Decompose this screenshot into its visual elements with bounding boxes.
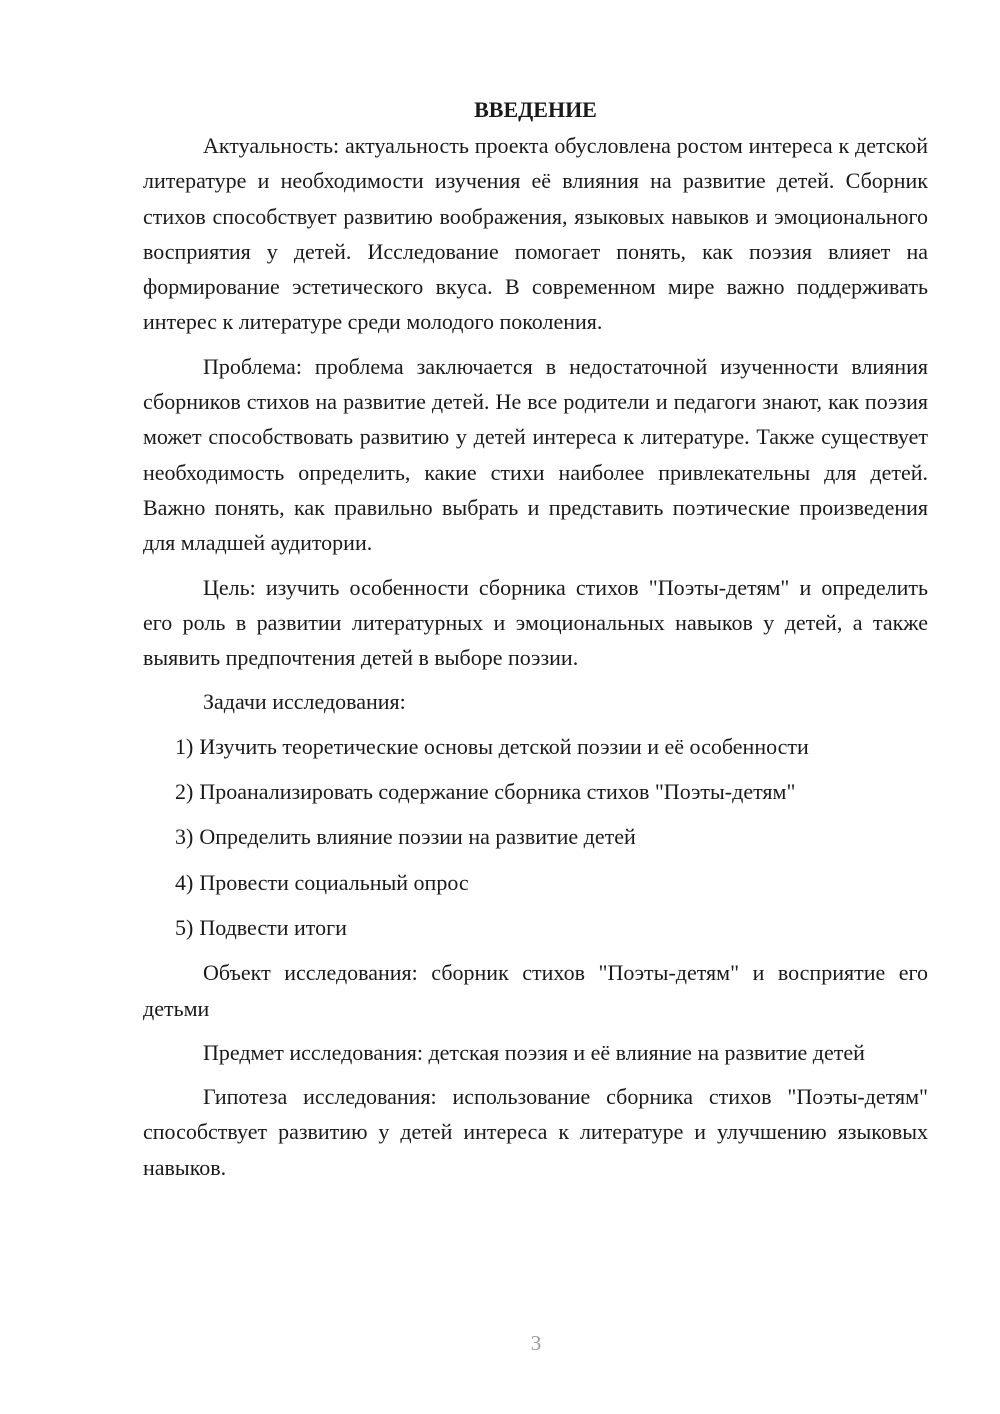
list-item-number: 4) [175,869,194,895]
list-item-number: 5) [175,914,194,940]
paragraph-goal: Цель: изучить особенности сборника стихов "Поэты-детям" и определить его роль в развитии литературных и эмоциональных навыков у детей, а также выявить предпочтения детей в выборе поэзии. [143,574,928,671]
list-item-text: Провести социальный опрос [199,869,469,895]
list-item [143,865,928,900]
list-item [143,774,928,809]
list-item [143,819,928,854]
list-item-number: 3) [175,824,194,850]
list-item-number: 2) [175,779,194,805]
list-item-text: Определить влияние поэзии на развитие детей [199,824,636,850]
list-item-text: Проанализировать содержание сборника стихов "Поэты-детям" [199,779,796,805]
section-heading: ВВЕДЕНИЕ [474,97,597,122]
list-item-number: 1) [175,733,194,759]
list-item-text: Изучить теоретические основы детской поэзии и её особенности [199,733,809,759]
paragraph-problem: Проблема: проблема заключается в недостаточной изученности влияния сборников стихов на развитие детей. Не все родители и педагоги знают, как поэзия может способствовать развитию у детей интереса к литературе. Также существует необходимость определить, какие стихи наиболее привлекательны для детей. Важно понять, как правильно выбрать и представить поэтические произведения для младшей аудитории. [143,353,928,556]
paragraph-tasks-intro: Задачи исследования: [203,689,406,715]
paragraph-relevance: Актуальность: актуальность проекта обусловлена ростом интереса к детской литературе и необходимости изучения её влияния на развитие детей. Сборник стихов способствует развитию воображения, языковых навыков и эмоционального восприятия у детей. Исследование помогает понять, как поэзия влияет на формирование эстетического вкуса. В современном мире важно поддерживать интерес к литературе среди молодого поколения. [143,133,928,335]
paragraph-object: Объект исследования: сборник стихов "Поэты-детям" и восприятие его детьми [143,960,928,1021]
page-number: 3 [530,1331,542,1355]
list-item-text: Подвести итоги [199,914,347,940]
list-item [143,910,928,945]
tasks-list [143,729,928,945]
list-item [143,729,928,764]
document-page [143,94,928,1194]
paragraph-hypothesis: Гипотеза исследования: использование сборника стихов "Поэты-детям" способствует развитию у детей интереса к литературе и улучшению языковых навыков. [143,1084,928,1180]
paragraph-subject: Предмет исследования: детская поэзия и её влияние на развитие детей [203,1039,865,1065]
